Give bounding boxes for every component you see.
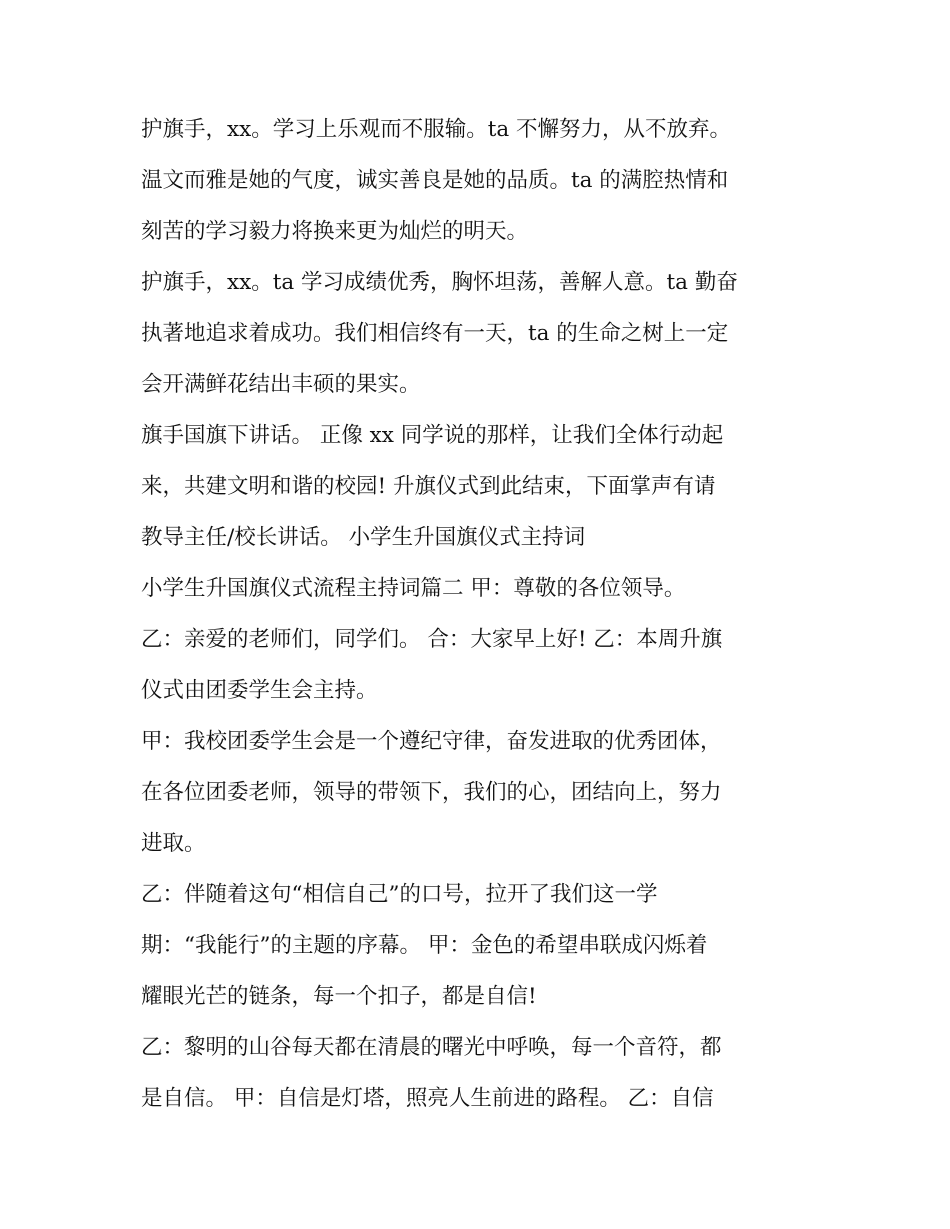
- text-line: 来，共建文明和谐的校园! 升旗仪式到此结束，下面掌声有请: [141, 474, 716, 499]
- text-line: 刻苦的学习毅力将换来更为灿烂的明天。: [141, 219, 529, 244]
- text-line: 护旗手，xx。学习上乐观而不服输。ta 不懈努力，从不放弃。: [141, 117, 732, 142]
- text-line: 进取。: [141, 831, 206, 856]
- text-line: 执著地追求着成功。我们相信终有一天，ta 的生命之树上一定: [141, 321, 729, 346]
- text-line: 小学生升国旗仪式流程主持词篇二 甲：尊敬的各位领导。: [141, 576, 686, 601]
- text-line: 温文而雅是她的气度，诚实善良是她的品质。ta 的满腔热情和: [141, 168, 729, 193]
- text-line: 仪式由团委学生会主持。: [141, 678, 378, 703]
- text-line: 教导主任/校长讲话。 小学生升国旗仪式主持词: [141, 525, 586, 550]
- text-line: 乙：黎明的山谷每天都在清晨的曙光中呼唤，每一个音符，都: [141, 1035, 722, 1060]
- text-line: 耀眼光芒的链条，每一个扣子，都是自信!: [141, 984, 537, 1009]
- text-line: 旗手国旗下讲话。 正像 xx 同学说的那样，让我们全体行动起: [141, 423, 724, 448]
- text-line: 是自信。 甲：自信是灯塔，照亮人生前进的路程。 乙：自信: [141, 1086, 714, 1111]
- text-line: 会开满鲜花结出丰硕的果实。: [141, 372, 421, 397]
- text-line: 甲：我校团委学生会是一个遵纪守律，奋发进取的优秀团体，: [141, 729, 722, 754]
- document-body: [141, 108, 821, 1128]
- text-line: 乙：亲爱的老师们，同学们。 合：大家早上好! 乙：本周升旗: [141, 627, 723, 652]
- text-line: 期：“我能行”的主题的序幕。 甲：金色的希望串联成闪烁着: [141, 933, 708, 958]
- text-line: 护旗手，xx。ta 学习成绩优秀，胸怀坦荡，善解人意。ta 勤奋: [141, 270, 738, 295]
- text-line: 乙：伴随着这句“相信自己”的口号，拉开了我们这一学: [141, 882, 658, 907]
- text-line: 在各位团委老师，领导的带领下，我们的心，团结向上，努力: [141, 780, 722, 805]
